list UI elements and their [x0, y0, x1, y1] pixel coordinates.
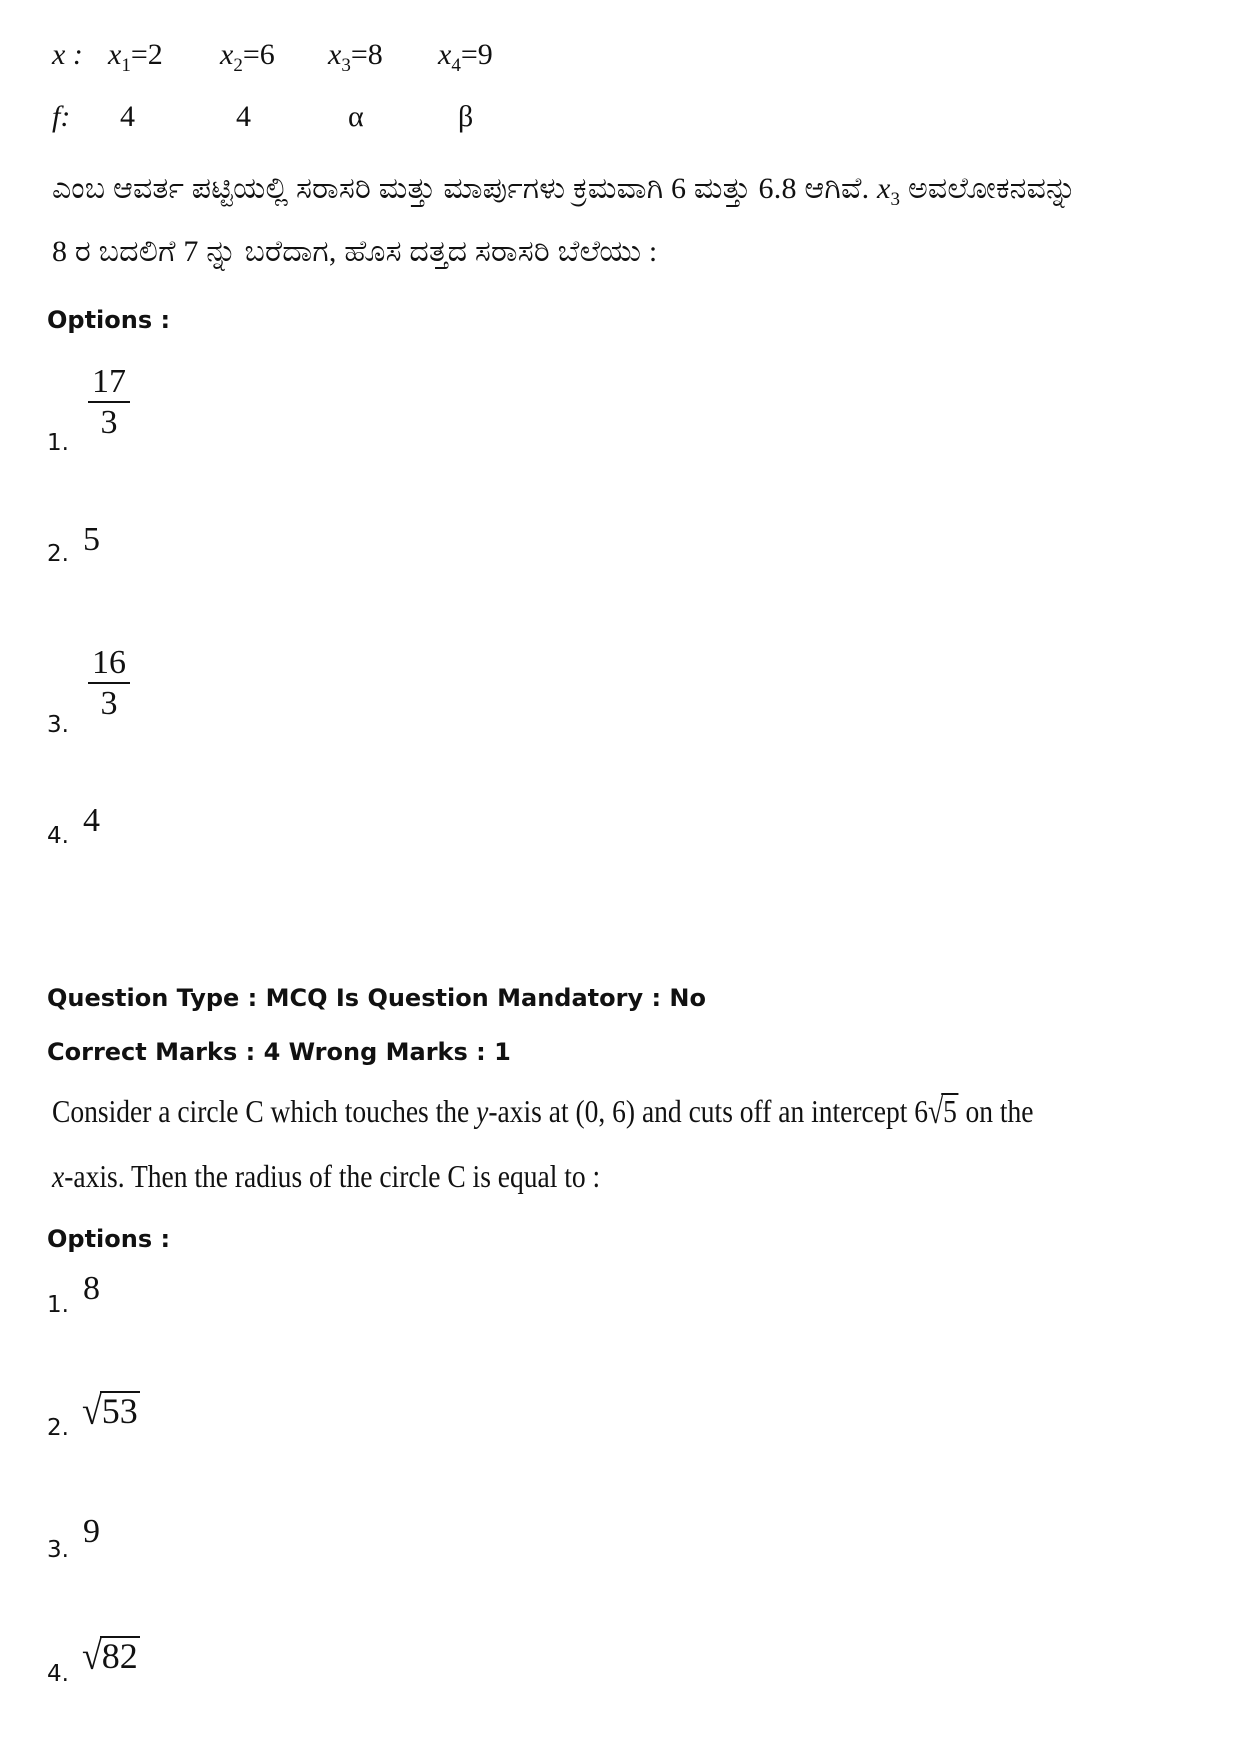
- option-number: 1.: [47, 430, 69, 456]
- f-row-label: f:: [52, 100, 71, 133]
- option-4-value[interactable]: 4: [83, 802, 100, 839]
- option-number: 2.: [47, 1415, 69, 1441]
- x-value-4: $x_4=9$: [438, 38, 493, 76]
- x-value-3: $x_3=8$: [328, 38, 383, 76]
- f-value-4: β: [458, 100, 474, 133]
- option-1-fraction[interactable]: $\frac{17}{3}$: [88, 362, 130, 442]
- option-3-fraction[interactable]: $\frac{16}{3}$: [88, 643, 130, 723]
- option-number: 3.: [47, 712, 69, 738]
- question1-text-line2: 8 ರ ಬದಲಿಗೆ 7 ನ್ನು ಬರೆದಾಗ, ಹೊಸ ದತ್ತದ ಸರಾಸರಿ ಬೆಲೆಯು :: [52, 235, 658, 268]
- option-2-value[interactable]: 5: [83, 521, 100, 558]
- x-value-2: $x_2=6$: [220, 38, 275, 76]
- question2-text-line2: x-axis. Then the radius of the circle C is equal to :: [52, 1158, 601, 1194]
- x-row-label: x :: [52, 38, 83, 71]
- option-number: 4.: [47, 823, 69, 849]
- question2-text-line1: Consider a circle C which touches the y-axis at (0, 6) and cuts off an intercept 6√5 on the: [52, 1091, 1034, 1131]
- f-value-1: 4: [120, 100, 135, 133]
- f-value-2: 4: [236, 100, 251, 133]
- options-label: Options :: [47, 1225, 171, 1253]
- option-4-radical[interactable]: √82: [82, 1634, 138, 1678]
- option-1-value[interactable]: 8: [83, 1270, 100, 1307]
- x-value-1: $x_1=2$: [108, 38, 163, 76]
- option-number: 3.: [47, 1537, 69, 1563]
- option-number: 1.: [47, 1292, 69, 1318]
- question-type-line: Question Type : MCQ Is Question Mandatory : No: [47, 984, 706, 1012]
- options-label: Options :: [47, 306, 171, 334]
- option-number: 2.: [47, 541, 69, 567]
- option-number: 4.: [47, 1661, 69, 1687]
- marks-line: Correct Marks : 4 Wrong Marks : 1: [47, 1038, 511, 1066]
- f-value-3: α: [348, 100, 364, 133]
- option-3-value[interactable]: 9: [83, 1513, 100, 1550]
- option-2-radical[interactable]: √53: [82, 1389, 138, 1433]
- question1-text-line1: ಎಂಬ ಆವರ್ತ ಪಟ್ಟಿಯಲ್ಲಿ ಸರಾಸರಿ ಮತ್ತು ಮಾರ್ಪುಗಳು ಕ್ರಮವಾಗಿ 6 ಮತ್ತು 6.8 ಆಗಿವೆ. $x_3$ ಅವಲೋಕನವನ್ನು: [52, 172, 1077, 210]
